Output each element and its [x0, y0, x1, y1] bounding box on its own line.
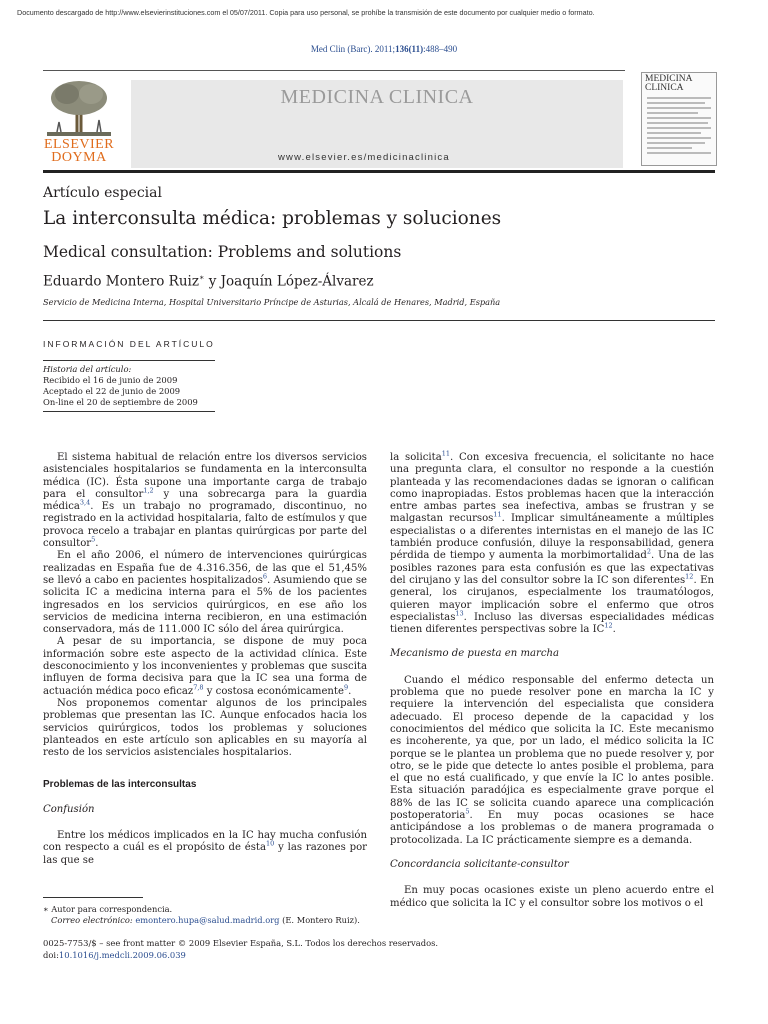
article-history — [43, 364, 198, 408]
journal-cover — [641, 72, 717, 166]
header-rule — [43, 70, 625, 71]
citation-journal: Med Clin (Barc). 2011; — [310, 44, 396, 54]
article-info-heading: INFORMACIÓN DEL ARTÍCULO — [43, 339, 215, 349]
citation-pages: :488–490 — [423, 44, 458, 54]
history-received: Recibido el 16 de junio de 2009 — [43, 375, 178, 385]
journal-citation[interactable] — [0, 44, 768, 54]
ref-link[interactable]: 12 — [685, 572, 694, 581]
info-rule-bottom — [43, 411, 215, 412]
history-accepted: Aceptado el 22 de junio de 2009 — [43, 386, 181, 396]
cover-title — [645, 75, 693, 93]
ref-link[interactable]: 6 — [262, 572, 268, 581]
paragraph: En muy pocas ocasiones existe un pleno acuerdo entre el médico que solicita la IC y el consultor sobre los motivos o el — [390, 885, 714, 909]
ref-link[interactable]: 9 — [343, 683, 349, 692]
paragraph: En el año 2006, el número de intervenciones quirúrgicas realizadas en España fue de 4.316.356, de las que el 51,45% se llevó a cabo en pacientes hospitalizados$^6$. Asumiendo que se solicita IC a medicina interna para el 5% de los pacientes ingresados en los servicios quirúrgicos, en ese año los servicios de medicina interna recibieron, en una estimación conservadora, más de 111.000 IC sólo del área quirúrgica. — [43, 550, 367, 636]
publisher-name — [43, 138, 115, 164]
ref-link[interactable]: 1,2 — [143, 486, 154, 495]
article-type: Artículo especial — [43, 185, 162, 201]
subsection-heading: Concordancia solicitante-consultor — [390, 858, 569, 870]
citation-volume: 136(11) — [395, 44, 424, 54]
author-1[interactable]: Eduardo Montero Ruiz — [43, 273, 199, 290]
ref-link[interactable]: 2 — [646, 548, 651, 557]
history-online: On-line el 20 de septiembre de 2009 — [43, 397, 198, 407]
tree-icon — [47, 78, 111, 136]
author-mark[interactable]: ∗ — [198, 273, 205, 282]
history-label: Historia del artículo: — [43, 364, 132, 374]
ref-link[interactable]: 11 — [441, 449, 451, 458]
header-thick-rule — [43, 170, 715, 173]
banner-title: MEDICINA CLINICA — [280, 86, 474, 108]
authors — [43, 273, 374, 290]
ref-link[interactable]: 13 — [455, 609, 464, 618]
elsevier-logo — [43, 78, 115, 168]
paragraph: A pesar de su importancia, se dispone de muy poca información sobre este aspecto de la actividad clínica. Este desconocimiento y los inconvenientes y problemas que suscita influyen de forma decisiva para que la IC sea una forma de actuación médica poco eficaz$^{7,8}$ y costosa económicamente$^9$. — [43, 636, 367, 697]
doi-label: doi: — [43, 950, 59, 960]
ref-link[interactable]: 10 — [266, 839, 275, 848]
info-rule-top — [43, 360, 215, 361]
subsection-heading: Mecanismo de puesta en marcha — [390, 648, 560, 660]
ref-link[interactable]: 5 — [465, 807, 470, 816]
author-join: y — [204, 273, 221, 290]
footnote — [43, 904, 369, 926]
subsection-heading: Confusión — [43, 803, 95, 815]
publisher-line2: DOYMA — [51, 150, 107, 165]
article-title: La interconsulta médica: problemas y soluciones — [43, 208, 502, 229]
download-note: Documento descargado de http://www.elsevierinstituciones.com el 05/07/2011. Copia para uso personal, se prohíbe la transmisión de este documento por cualquier medio o formato. — [17, 8, 595, 17]
section-heading: Problemas de las interconsultas — [43, 779, 197, 791]
paragraph: El sistema habitual de relación entre los diversos servicios asistenciales hospitalarios se fundamenta en la interconsulta médica (IC). Ésta supone una importante carga de trabajo para el consultor$^{1,2}$ y una sobrecarga para la guardia médica$^{3,4}$. Es un trabajo no programado, discontinuo, no registrado en la actividad hospitalaria, falto de estímulos y que provoca recelo a trabajar en plantas quirúrgicas por parte del consultor$^5$. — [43, 452, 367, 550]
author-2[interactable]: Joaquín López-Álvarez — [220, 273, 374, 290]
ref-link[interactable]: 5 — [91, 535, 96, 544]
body-column-left — [43, 452, 367, 867]
paragraph: Cuando el médico responsable del enfermo detecta un problema que no puede resolver pone en marcha la IC y requiere la intervención del especialista que considera adecuado. El proceso depende de la capacidad y los conocimientos del médico que solicita la IC. Este mecanismo es incoherente, ya que, por un lado, el médico solicita la IC porque se le plantea un problema que no puede resolver y, por otro, se le pide que detecte lo antes posible el problema, para el que no está cualificado, y que envíe la IC lo antes posible. Esta situación paradójica es especialmente grave porque el 88% de las IC se solicita cuando aparece una complicación postoperatoria$^5$. En muy pocas ocasiones se hace anticipándose a los problemas o de manera programada o protocolizada. La IC prácticamente siempre es a demanda. — [390, 674, 714, 846]
cover-line2: CLINICA — [645, 83, 684, 93]
paragraph: la solicita$^{11}$. Con excesiva frecuencia, el solicitante no hace una pregunta clara, el consultor no responde a la cuestión planteada y las recomendaciones dadas se ignoran o califican como inapropiadas. Estos problemas hacen que la interacción entre ambas partes sea inefectiva, ambas se frustran y se malgastan recursos$^{11}$. Implicar simultáneamente a múltiples especialistas o a diferentes internistas en el manejo de las IC también produce confusión, diluye la responsabilidad, genera pérdida de tiempo y aumenta la morbimortalidad$^2$. Una de las posibles razones para esta confusión es que las expectativas del cirujano y las del consultor sobre la IC son diferentes$^{12}$. En general, los cirujanos, especialmente los traumatólogos, quieren mayor implicación sobre el enfermo que otros especialistas$^{13}$. Incluso las diversas especialidades médicas tienen diferentes perspectivas sobre la IC$^{12}$. — [390, 449, 714, 636]
copyright-block — [43, 937, 438, 961]
affiliation: Servicio de Medicina Interna, Hospital Universitario Príncipe de Asturias, Alcalá de Henares, Madrid, España — [43, 297, 501, 307]
ref-link[interactable]: 3,4 — [79, 498, 91, 507]
doi-link[interactable]: 10.1016/j.medcli.2009.06.039 — [58, 950, 186, 960]
paragraph: Entre los médicos implicados en la IC hay mucha confusión con respecto a cuál es el propósito de ésta$^{10}$ y las razones por las que se — [43, 830, 368, 866]
footnote-text: Autor para correspondencia. — [51, 904, 173, 914]
ref-link[interactable]: 12 — [604, 621, 613, 630]
ref-link[interactable]: 11 — [493, 511, 502, 520]
email-owner: (E. Montero Ruiz). — [282, 915, 360, 925]
footnote-mark: ∗ — [43, 904, 49, 914]
footnote-rule — [43, 897, 143, 898]
banner-url[interactable]: www.elsevier.es/medicinaclinica — [278, 152, 450, 163]
cover-line1: MEDICINA — [645, 74, 693, 84]
article-title-english: Medical consultation: Problems and solutions — [43, 243, 402, 261]
issn-line: 0025-7753/$ – see front matter © 2009 Elsevier España, S.L. Todos los derechos reservados. — [43, 938, 439, 948]
journal-banner — [131, 80, 623, 168]
cover-text-lines — [647, 97, 711, 157]
divider — [43, 320, 715, 321]
email-link[interactable]: emontero.hupa@salud.madrid.org — [135, 915, 280, 925]
paragraph: Nos proponemos comentar algunos de los principales problemas que presentan las IC. Aunque enfocados hacia los servicios quirúrgicos, todos los problemas y soluciones planteados en este artículo son aplicables en su mayoría al resto de los servicios asistenciales hospitalarios. — [43, 697, 367, 759]
publisher-line1: ELSEVIER — [43, 137, 115, 152]
ref-link[interactable]: 7,8 — [193, 683, 204, 692]
body-column-right — [390, 449, 714, 910]
email-label: Correo electrónico: — [51, 915, 133, 925]
